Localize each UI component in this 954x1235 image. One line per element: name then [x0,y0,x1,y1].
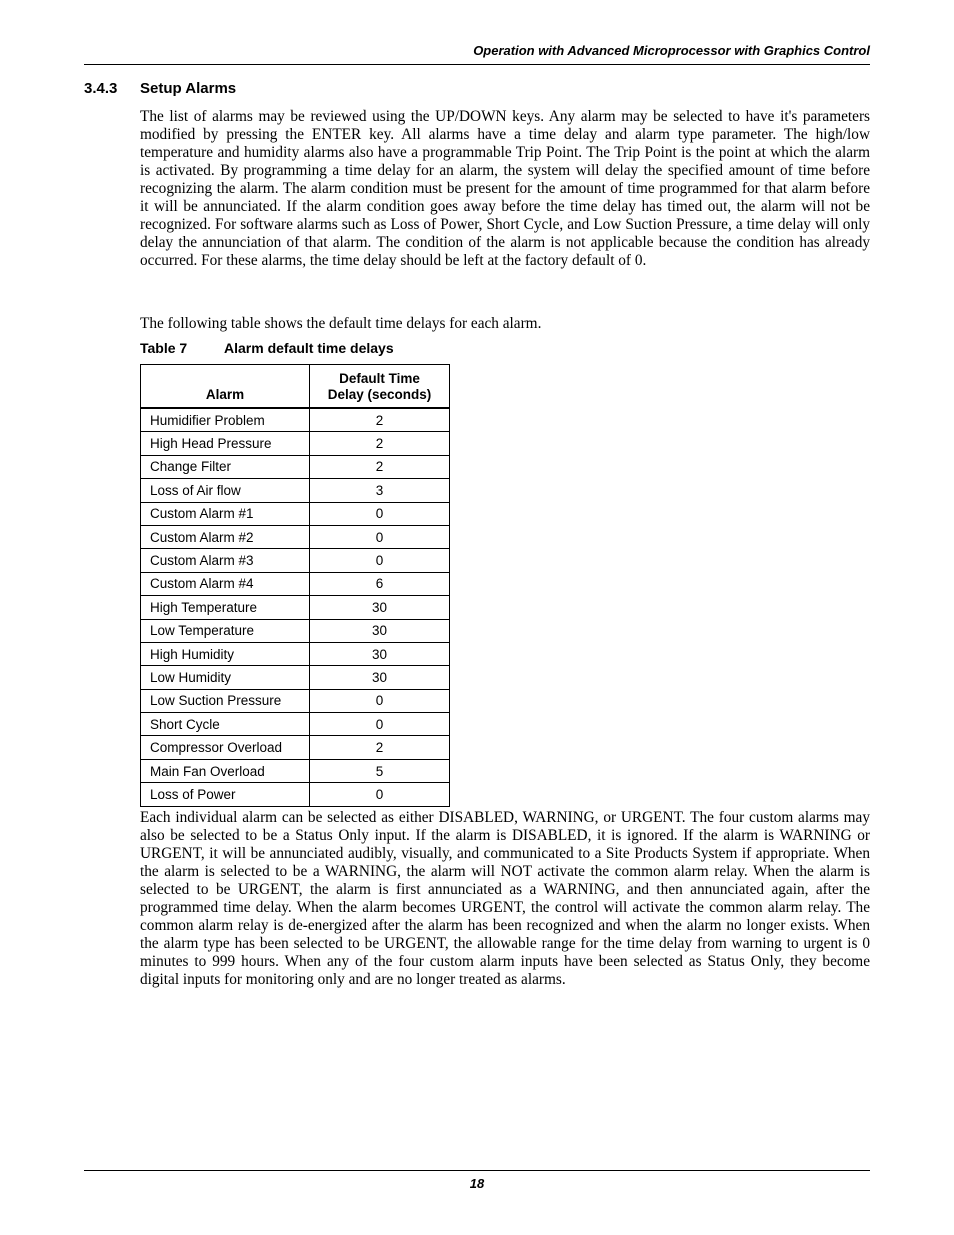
alarm-name-cell: Custom Alarm #1 [141,502,310,525]
table-caption-title: Alarm default time delays [224,340,394,356]
page-number: 18 [469,1176,485,1191]
alarm-name-cell: High Head Pressure [141,432,310,455]
column-header-alarm: Alarm [141,365,310,409]
table-row [141,666,450,689]
table-row [141,549,450,572]
alarm-delay-cell: 3 [310,479,450,502]
alarm-name-cell: Humidifier Problem [141,408,310,432]
alarm-name-cell: Main Fan Overload [141,759,310,782]
table-row [141,713,450,736]
alarm-name-cell: Custom Alarm #4 [141,572,310,595]
alarm-delay-cell: 0 [310,689,450,712]
column-header-delay-line2: Delay (seconds) [327,387,432,402]
alarm-delay-cell: 0 [310,525,450,548]
alarm-name-cell: High Humidity [141,642,310,665]
alarm-delay-cell: 0 [310,713,450,736]
table-row [141,408,450,432]
alarm-name-cell: Low Suction Pressure [141,689,310,712]
section-title: Setup Alarms [140,80,237,97]
table-row [141,596,450,619]
alarm-name-cell: Low Humidity [141,666,310,689]
section-heading [84,80,236,97]
alarm-name-cell: Low Temperature [141,619,310,642]
alarm-name-cell: Custom Alarm #3 [141,549,310,572]
table-row [141,736,450,759]
table-row [141,432,450,455]
header-rule [84,64,870,65]
alarm-delay-cell: 0 [310,783,450,806]
alarm-types-paragraph: Each individual alarm can be selected as either DISABLED, WARNING, or URGENT. The four custom alarms may also be selected to be a Status Only input. If the alarm is DISABLED, it is ignored. If the alarm is WARNING or URGENT, it will be annunciated audibly, visually, and communicated to a Site Products System if appropriate. When the alarm is selected to be a WARNING, the alarm will NOT activate the common alarm relay. When the alarm is selected to be URGENT, the alarm is first annunciated as a WARNING, and then annunciated again, after the programmed time delay. When the alarm becomes URGENT, the control will activate the common alarm relay. The common alarm relay is de-energized after the alarm has been recognized and when the alarm no longer exists. When the alarm type has been selected to be URGENT, the allowable range for the time delay from warning to urgent is 0 minutes to 999 hours. When any of the four custom alarm inputs have been selected as Status Only, they become digital inputs for monitoring only and are no longer treated as alarms. [140,809,870,988]
alarm-delay-cell: 30 [310,642,450,665]
alarm-name-cell: Change Filter [141,455,310,478]
table-header-row [141,365,450,409]
table-intro-paragraph: The following table shows the default time delays for each alarm. [140,315,542,332]
alarm-delay-table [140,364,450,807]
alarm-delay-cell: 30 [310,666,450,689]
alarm-delay-cell: 2 [310,408,450,432]
table-row [141,759,450,782]
alarm-delay-cell: 6 [310,572,450,595]
table-row [141,479,450,502]
table-row [141,783,450,806]
table-body [141,408,450,806]
alarm-delay-cell: 2 [310,432,450,455]
table-row [141,619,450,642]
alarm-delay-cell: 30 [310,619,450,642]
table-row [141,455,450,478]
alarm-name-cell: High Temperature [141,596,310,619]
intro-paragraph: The list of alarms may be reviewed using the UP/DOWN keys. Any alarm may be selected to have it's parameters modified by pressing the ENTER key. All alarms have a time delay and alarm type parameter. The high/low temperature and humidity alarms also have a programmable Trip Point. The Trip Point is the point at which the alarm is activated. By programming a time delay for an alarm, the system will delay the specified amount of time before recognizing the alarm. The alarm condition must be present for the amount of time programmed for that alarm before it will be annunciated. If the alarm condition goes away before the time delay has timed out, the alarm will not be recognized. For software alarms such as Loss of Power, Short Cycle, and Low Suction Pressure, a time delay will only delay the annunciation of that alarm. The condition of the alarm is not applicable because the condition has already occurred. For these alarms, the time delay should be left at the factory default of 0. [140,108,870,269]
alarm-name-cell: Loss of Air flow [141,479,310,502]
alarm-delay-cell: 0 [310,549,450,572]
running-header: Operation with Advanced Microprocessor with Graphics Control [473,43,870,58]
table-caption-number: Table 7 [140,340,188,356]
section-number: 3.4.3 [84,80,118,97]
alarm-name-cell: Custom Alarm #2 [141,525,310,548]
footer-rule [84,1170,870,1171]
alarm-name-cell: Loss of Power [141,783,310,806]
table-row [141,502,450,525]
alarm-delay-cell: 2 [310,736,450,759]
alarm-name-cell: Compressor Overload [141,736,310,759]
column-header-delay [310,365,450,409]
column-header-delay-line1: Default Time [339,371,420,386]
table-caption [140,340,394,356]
alarm-name-cell: Short Cycle [141,713,310,736]
table-row [141,689,450,712]
alarm-delay-cell: 5 [310,759,450,782]
alarm-delay-cell: 0 [310,502,450,525]
table-row [141,525,450,548]
alarm-delay-cell: 2 [310,455,450,478]
table-row [141,642,450,665]
alarm-delay-cell: 30 [310,596,450,619]
table-row [141,572,450,595]
